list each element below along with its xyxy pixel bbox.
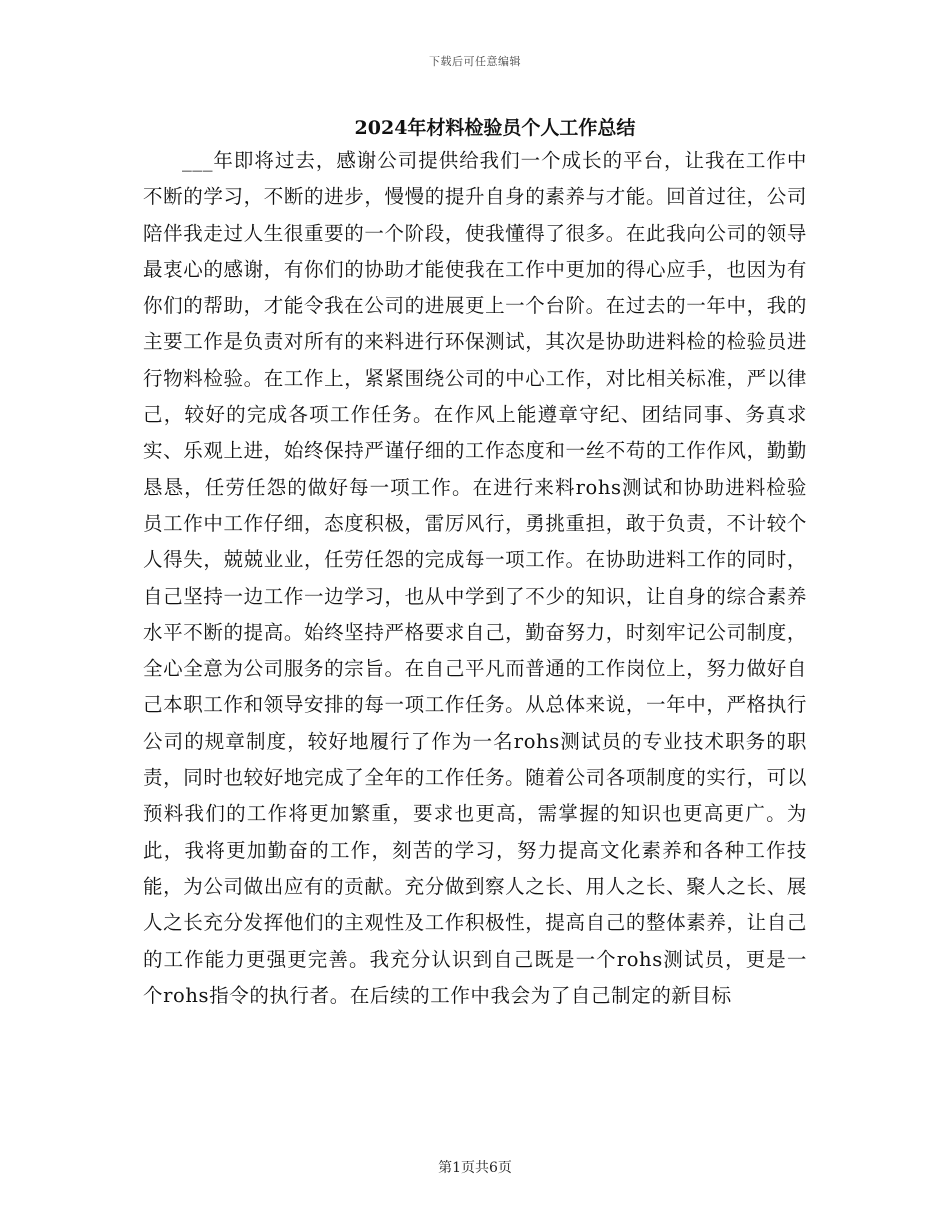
page-number: 第1页共6页 [438,1160,512,1176]
document-title: 2024年材料检验员个人工作总结 [354,117,636,139]
body-paragraph: ___年即将过去，感谢公司提供给我们一个成长的平台，让我在工作中不断的学习，不断的进步，慢慢的提升自身的素养与才能。回首过往，公司陪伴我走过人生很重要的一个阶段，使我懂得了很多。在此我向公司的领导最衷心的感谢，有你们的协助才能使我在工作中更加的得心应手，也因为有你们的帮助，才能令我在公司的进展更上一个台阶。在过去的一年中，我的主要工作是负责对所有的来料进行环保测试，其次是协助进料检的检验员进行物料检验。在工作上，紧紧围绕公司的中心工作，对比相关标准，严以律己，较好的完成各项工作任务。在作风上能遵章守纪、团结同事、务真求实、乐观上进，始终保持严谨仔细的工作态度和一丝不苟的工作作风，勤勤恳恳，任劳任怨的做好每一项工作。在进行来料rohs测试和协助进料检验员工作中工作仔细，态度积极，雷厉风行，勇挑重担，敢于负责，不计较个人得失，兢兢业业，任劳任怨的完成每一项工作。在协助进料工作的同时，自己坚持一边工作一边学习，也从中学到了不少的知识，让自身的综合素养水平不断的提高。始终坚持严格要求自己，勤奋努力，时刻牢记公司制度，全心全意为公司服务的宗旨。在自己平凡而普通的工作岗位上，努力做好自己本职工作和领导安排的每一项工作任务。从总体来说，一年中，严格执行公司的规章制度，较好地履行了作为一名rohs测试员的专业技术职务的职责，同时也较好地完成了全年的工作任务。随着公司各项制度的实行，可以预料我们的工作将更加繁重，要求也更高，需掌握的知识也更高更广。为此，我将更加勤奋的工作，刻苦的学习，努力提高文化素养和各种工作技能，为公司做出应有的贡献。充分做到察人之长、用人之长、聚人之长、展人之长充分发挥他们的主观性及工作积极性，提高自己的整体素养，让自己的工作能力更强更完善。我充分认识到自己既是一个rohs测试员，更是一个rohs指令的执行者。在后续的工作中我会为了自己制定的新目标 [143,149,807,1007]
header-note: 下载后可任意编辑 [429,55,521,68]
